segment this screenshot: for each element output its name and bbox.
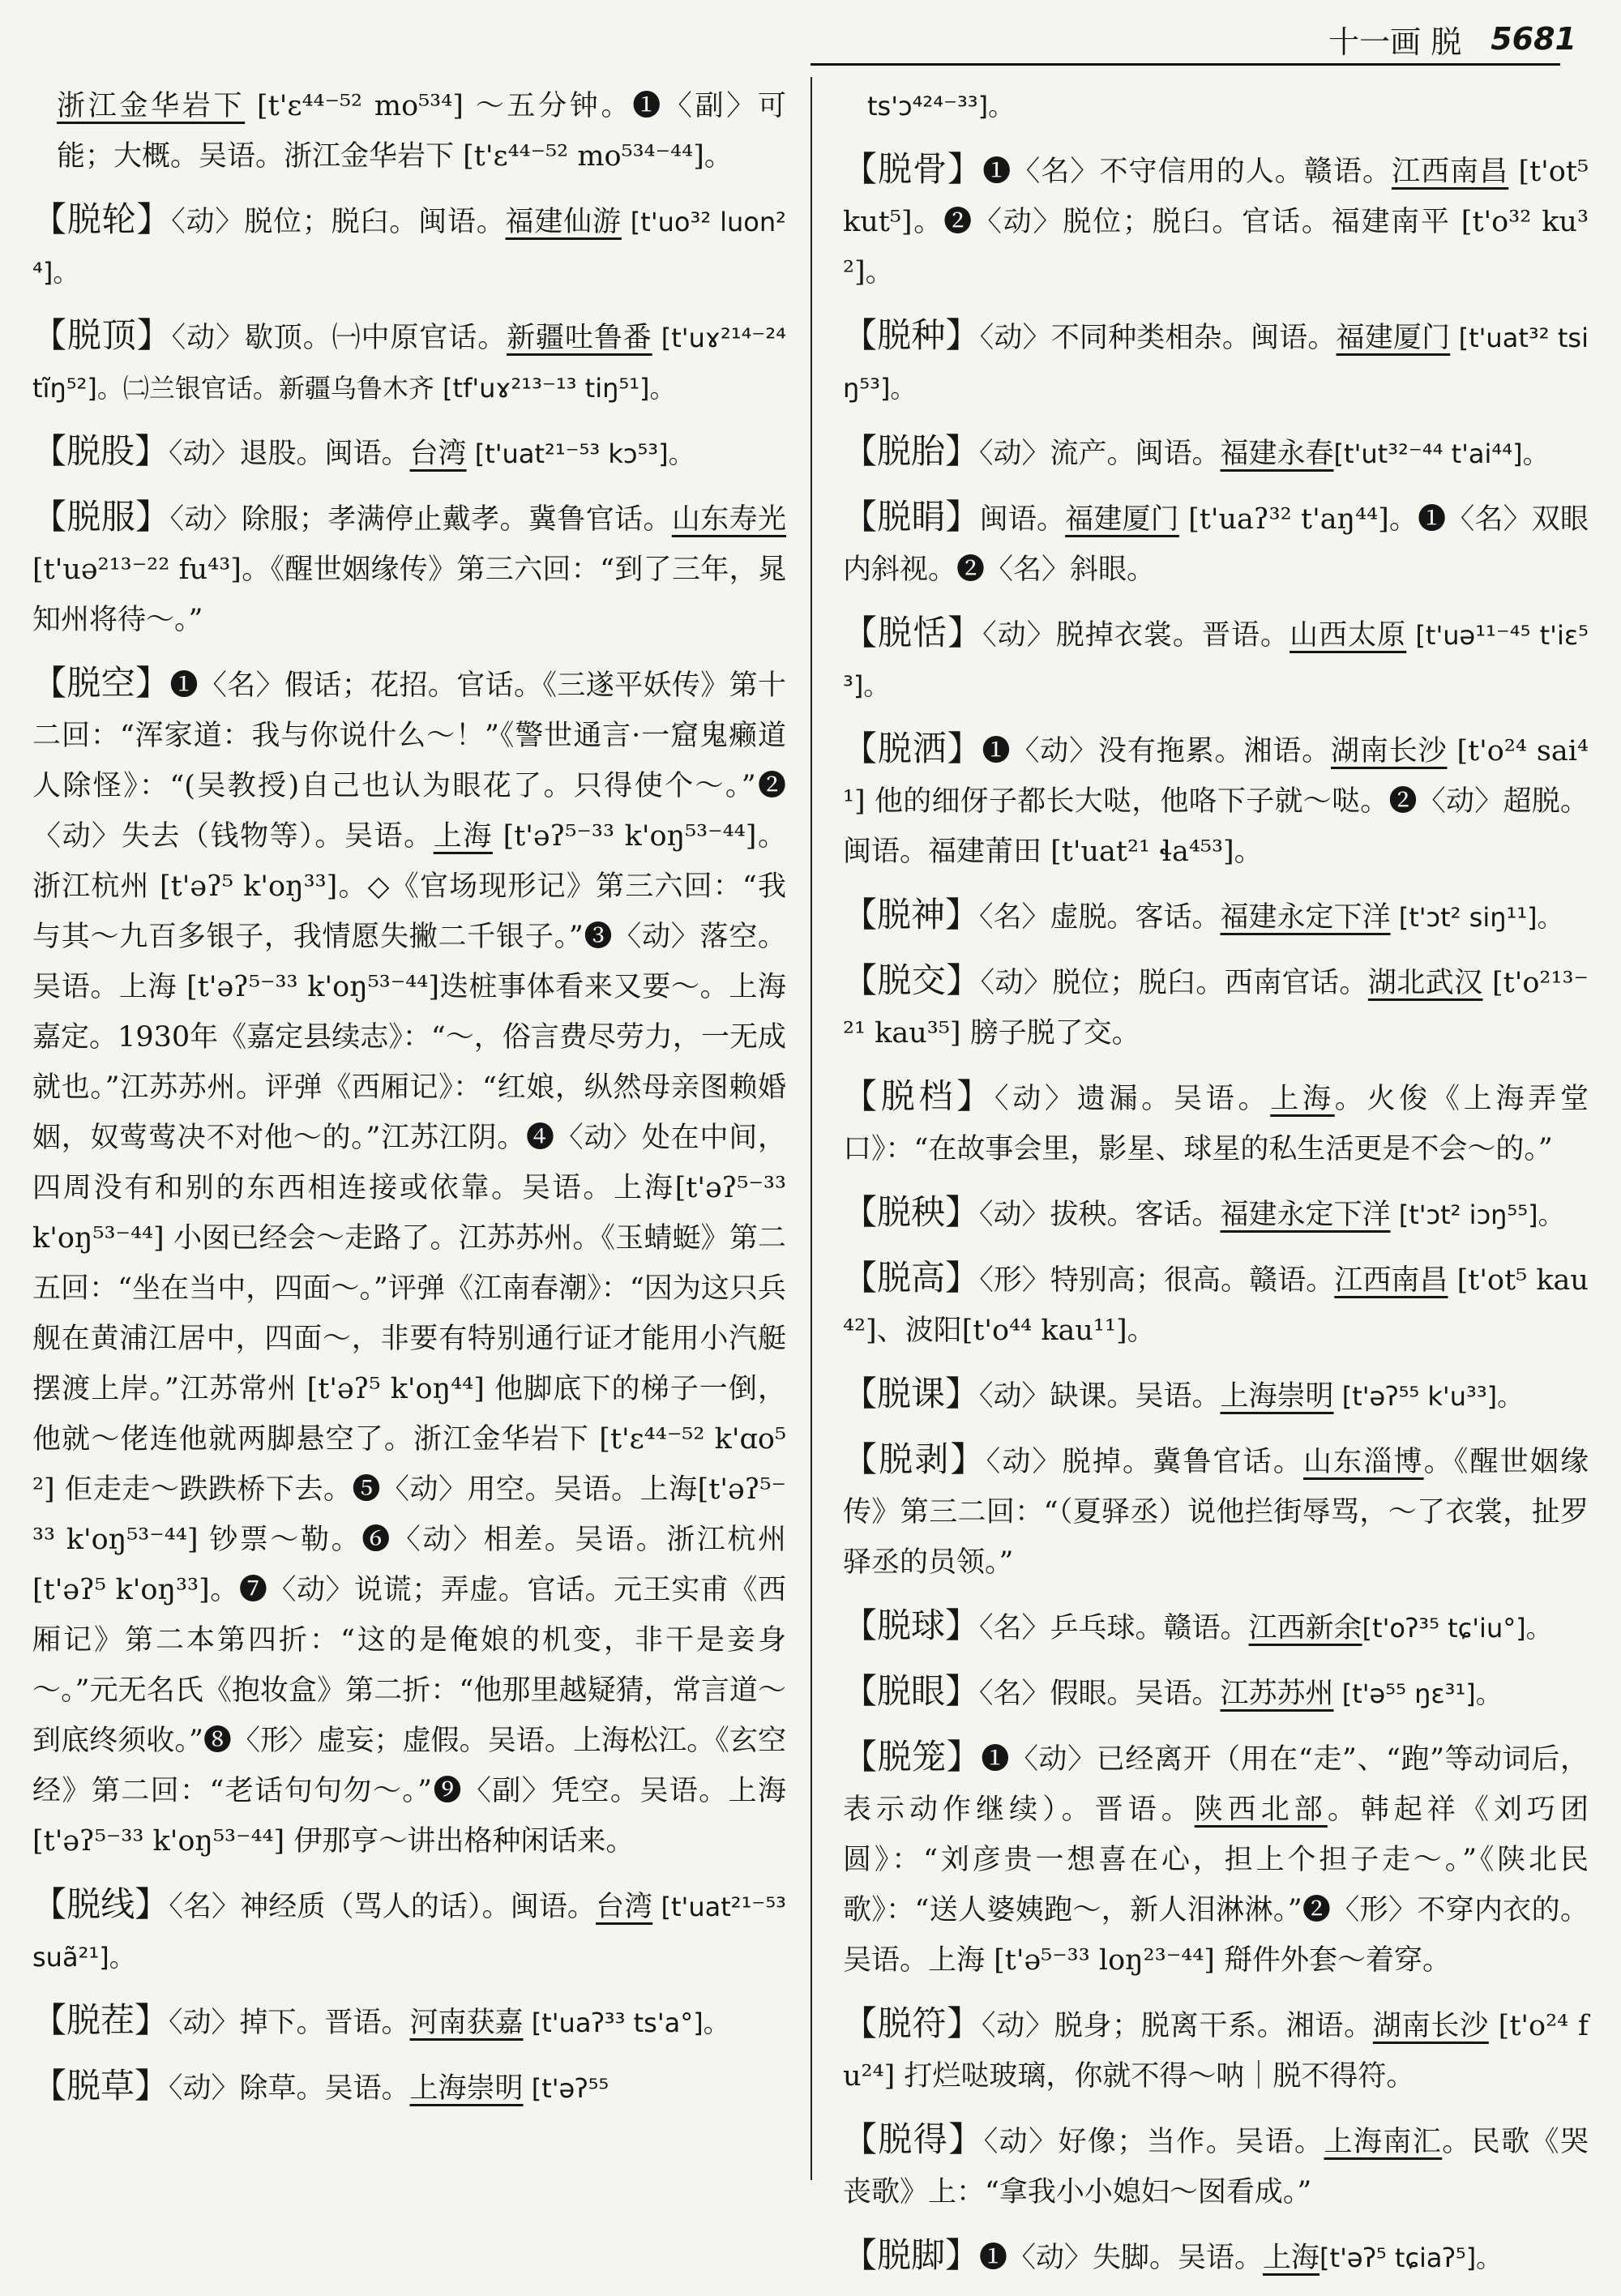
dictionary-entry <box>32 1995 786 2048</box>
headword: 【脱神】 <box>843 895 980 934</box>
entry-text: 〈名〉虚脱。客话。 <box>979 901 1221 934</box>
headword: 【脱股】 <box>32 431 169 471</box>
dictionary-entry <box>843 1253 1589 1356</box>
pronunciation: [t'uɤ²¹⁴⁻²⁴ tĩŋ⁵²]。㈡兰银官话。新疆乌鲁木齐 [tf'uɤ²¹³⁻¹³ tiŋ⁵¹]。 <box>32 323 786 404</box>
entry-text: [t'ɛ⁴⁴⁻⁵² mo⁵³⁴] ～五分钟。❶〈副〉可能；大概。吴语。浙江金华岩下 [t'ɛ⁴⁴⁻⁵² mo⁵³⁴⁻⁴⁴]。 <box>57 90 786 173</box>
place-name: 上海崇明 <box>1220 1380 1334 1413</box>
headword: 【脱高】 <box>843 1258 980 1298</box>
headword: 【脱洒】 <box>843 729 982 768</box>
dictionary-entry <box>843 1999 1589 2101</box>
entry-text: 〈名〉神经质（骂人的话）。闽语。 <box>169 1891 597 1923</box>
place-name: 福建仙游 <box>505 206 622 238</box>
entry-text: 闽语。 <box>979 503 1066 536</box>
pronunciation: [t'oʔ³⁵ tɕ'iu°]。 <box>1362 1613 1552 1644</box>
place-name: 上海崇明 <box>409 2072 524 2105</box>
place-name: 陕西北部 <box>1194 1794 1328 1826</box>
headword: 【脱档】 <box>843 1076 994 1116</box>
dictionary-entry <box>843 608 1589 711</box>
pronunciation: [t'əʔ⁵⁵ k'u³³]。 <box>1333 1381 1524 1412</box>
entry-text: 〈动〉脱位；脱臼。闽语。 <box>171 206 506 238</box>
place-name: 新疆吐鲁番 <box>507 322 652 354</box>
dictionary-entry <box>843 724 1589 877</box>
entry-text: 〈动〉脱位；脱臼。西南官话。 <box>980 967 1368 999</box>
headword: 【脱骨】 <box>843 149 983 189</box>
dictionary-entry <box>32 492 786 645</box>
place-name: 山东淄博 <box>1302 1446 1424 1478</box>
dictionary-entry <box>843 956 1589 1058</box>
place-name: 江西南昌 <box>1392 156 1509 188</box>
place-name: 山西太原 <box>1290 619 1407 652</box>
page-header <box>1264 16 1576 62</box>
place-name: 江西新余 <box>1248 1612 1362 1644</box>
entry-text: 〈动〉流产。闽语。 <box>979 438 1221 470</box>
entry-text: 〈动〉除草。吴语。 <box>169 2072 410 2105</box>
entry-tail: [t'uaʔ³² t'aŋ⁴⁴]。❶〈名〉双眼内斜视。❷〈名〉斜眼。 <box>843 503 1589 586</box>
entry-text: 〈动〉脱掉衣裳。晋语。 <box>982 619 1290 652</box>
place-name: 福建厦门 <box>1336 322 1451 354</box>
dictionary-entry <box>32 2061 786 2114</box>
pronunciation: [t'əʔ⁵⁵ <box>523 2073 609 2104</box>
pronunciation: [t'uat²¹⁻⁵³ kɔ⁵³]。 <box>466 438 695 469</box>
entry-tail: [t'ot⁵ kau⁴²]、波阳[t'o⁴⁴ kau¹¹]。 <box>843 1264 1589 1347</box>
place-name: 上海 <box>1263 2242 1320 2274</box>
dictionary-entry <box>843 890 1589 943</box>
dictionary-entry <box>843 1666 1589 1719</box>
place-name: 湖南长沙 <box>1372 2010 1489 2042</box>
dictionary-entry <box>843 1434 1589 1588</box>
dictionary-entry <box>32 426 786 479</box>
headword: 【脱笼】 <box>843 1737 982 1777</box>
entry-text: 〈动〉退股。闽语。 <box>169 438 410 470</box>
entry-tail: 。《醒世姻缘传》第三二回：“（夏驿丞）说他拦街辱骂，～了衣裳，扯罗驿丞的员领。” <box>843 1446 1589 1579</box>
pronunciation: [t'ut³²⁻⁴⁴ t'ai⁴⁴]。 <box>1333 438 1549 469</box>
headword: 【脱睊】 <box>843 497 980 537</box>
headword: 【脱轮】 <box>32 199 172 239</box>
place-name: 江苏苏州 <box>1220 1678 1334 1710</box>
headword: 【脱球】 <box>843 1605 980 1645</box>
entry-tail: [t'o²⁴ sai⁴¹] 他的细伢子都长大哒，他咯下子就～哒。❷〈动〉超脱。闽语。福建莆田 [t'uat²¹ ɬa⁴⁵³]。 <box>843 735 1589 868</box>
headword: 【脱脚】 <box>843 2235 980 2275</box>
column-divider <box>810 77 812 2180</box>
dictionary-entry <box>32 1879 786 1982</box>
headword: 【脱剥】 <box>843 1439 986 1479</box>
place-name: 江西南昌 <box>1334 1264 1448 1297</box>
headword: 【脱胎】 <box>843 431 980 471</box>
place-name: 湖北武汉 <box>1367 967 1483 999</box>
place-name: 河南获嘉 <box>409 2007 524 2039</box>
headword: 【脱交】 <box>843 960 981 1000</box>
headword: 【脱草】 <box>32 2066 169 2106</box>
entry-text: ❶〈动〉没有拖累。湘语。 <box>982 735 1331 767</box>
entry-text: ❶〈动〉失脚。吴语。 <box>979 2242 1264 2274</box>
entry-text: 〈形〉特别高；很高。赣语。 <box>979 1264 1335 1297</box>
entry-tail: 。韩起祥《刘巧团圆》：“刘彦贵一想喜在心，担上个担子走～。”《陕北民歌》：“送人婆姨跑～，新人泪淋淋。”❷〈形〉不穿内衣的。吴语。上海 [t'ə⁵⁻³³ loŋ²³⁻⁴⁴] 搿件外套～着穿。 <box>843 1794 1589 1977</box>
place-name: 台湾 <box>596 1891 653 1923</box>
headword: 【脱顶】 <box>32 315 172 355</box>
place-name: 上海 <box>433 820 493 853</box>
entry-text: 〈名〉假眼。吴语。 <box>979 1678 1221 1710</box>
entry-text: 〈动〉脱掉。冀鲁官话。 <box>986 1446 1303 1478</box>
place-name: 福建永春 <box>1220 438 1334 470</box>
dictionary-entry <box>32 195 786 297</box>
entry-tail: 。民歌《哭丧歌》上：“拿我小小媳妇～囡看成。” <box>843 2126 1589 2208</box>
dictionary-entry <box>843 2230 1589 2283</box>
dictionary-entry <box>843 1732 1589 1986</box>
dictionary-entry <box>32 310 786 413</box>
headword: 【脱课】 <box>843 1374 980 1413</box>
dictionary-entry <box>843 492 1589 595</box>
entry-text: 〈动〉遗漏。吴语。 <box>994 1083 1271 1115</box>
dictionary-entry <box>843 144 1589 297</box>
dictionary-entry <box>843 1369 1589 1422</box>
entry-text: 〈动〉好像；当作。吴语。 <box>983 2126 1324 2158</box>
place-name: 湖南长沙 <box>1330 735 1448 767</box>
left-column <box>32 81 786 2127</box>
dictionary-entry <box>57 81 786 182</box>
headword: 【脱线】 <box>32 1884 169 1924</box>
headword: 【脱服】 <box>32 497 170 537</box>
pronunciation: [t'uə¹¹⁻⁴⁵ t'iɛ⁵³]。 <box>843 620 1589 701</box>
entry-text: ❶〈名〉不守信用的人。赣语。 <box>982 156 1392 188</box>
entry-tail: [t'o²¹³⁻²¹ kau³⁵] 膀子脱了交。 <box>843 967 1589 1050</box>
header-rule <box>810 63 1560 66</box>
place-name: 上海 <box>1270 1083 1335 1115</box>
entry-text: 〈动〉缺课。吴语。 <box>979 1380 1221 1413</box>
pronunciation: [t'uaʔ³³ ts'a°]。 <box>523 2007 729 2038</box>
place-name: 台湾 <box>409 438 467 470</box>
entry-tail: [t'o²⁴ fu²⁴] 打烂哒玻璃，你就不得～呐｜脱不得符。 <box>843 2010 1589 2093</box>
right-column <box>843 81 1589 2296</box>
dictionary-entry <box>843 310 1589 413</box>
page-number: 5681 <box>1491 21 1576 57</box>
headword: 【脱符】 <box>843 2003 982 2043</box>
pronunciation: ts'ɔ⁴²⁴⁻³³]。 <box>867 91 1015 122</box>
pronunciation: [t'ɔt² siŋ¹¹]。 <box>1390 902 1563 933</box>
place-name: 福建永定下洋 <box>1220 1199 1391 1231</box>
pronunciation: [t'ə⁵⁵ ŋɛ³¹]。 <box>1333 1678 1502 1709</box>
entry-tail: 。火俊《上海弄堂口》：“在故事会里，影星、球星的私生活更是不会～的。” <box>843 1083 1589 1165</box>
entry-tail: [t'ot⁵ kut⁵]。❷〈动〉脱位；脱臼。官话。福建南平 [t'o³² ku³²]。 <box>843 156 1589 289</box>
entry-text: 〈动〉不同种类相杂。闽语。 <box>979 322 1337 354</box>
section-title: 十一画 脱 <box>1328 24 1462 60</box>
pronunciation: [t'uat²¹⁻⁵³ suã²¹]。 <box>32 1892 786 1973</box>
entry-text: 〈动〉掉下。晋语。 <box>169 2007 410 2039</box>
headword: 【脱眼】 <box>843 1671 980 1711</box>
dictionary-entry <box>843 426 1589 479</box>
headword: 【脱种】 <box>843 315 980 355</box>
entry-text: 〈动〉拔秧。客话。 <box>979 1199 1221 1231</box>
pronunciation: [t'uo³² luon²⁴]。 <box>32 207 786 288</box>
pronunciation: [t'uat³² tsiŋ⁵³]。 <box>843 323 1589 404</box>
place-name: 浙江金华岩下 <box>57 90 246 122</box>
dictionary-entry <box>867 81 1589 131</box>
dictionary-entry <box>843 2114 1589 2217</box>
place-name: 山东寿光 <box>671 503 786 536</box>
entry-tail: [t'uə²¹³⁻²² fu⁴³]。《醒世姻缘传》第三六回：“到了三年，晁知州将待～。” <box>32 554 786 636</box>
entry-text: ❶〈名〉假话；花招。官话。《三遂平妖传》第十二回：“浑家道：我与你说什么～！”《警世通言·一窟鬼癞道人除怪》：“(吴教授)自己也认为眼花了。只得使个～。”❷〈动〉失去（钱物等）。吴语。 <box>32 669 786 853</box>
headword: 【脱茬】 <box>32 2000 169 2040</box>
entry-text: 〈动〉脱身；脱离干系。湘语。 <box>981 2010 1373 2042</box>
place-name: 上海南汇 <box>1324 2126 1443 2158</box>
entry-text: 〈动〉除服；孝满停止戴孝。冀鲁官话。 <box>169 503 672 536</box>
entry-text: 〈名〉乒乓球。赣语。 <box>979 1612 1249 1644</box>
pronunciation: [t'əʔ⁵ tɕiaʔ⁵]。 <box>1319 2243 1503 2273</box>
entry-tail: [t'əʔ⁵⁻³³ k'oŋ⁵³⁻⁴⁴]。浙江杭州 [t'əʔ⁵ k'oŋ³³]。◇《官场现形记》第三六回：“我与其～九百多银子，我情愿失撇二千银子。”❸〈动〉落空。吴语。上海 [t'əʔ⁵⁻³³ k'oŋ⁵³⁻⁴⁴]迭桩事体看来又要～。上海嘉定。1930年《嘉定县续志》：“～，俗言费尽劳力，一无成就也。”江苏苏州。评弹《西厢记》：“红娘，纵然母亲图赖婚姻，奴莺莺决不对他～的。”江苏江阴。❹〈动〉处在中间，四周没有和别的东西相连接或依靠。吴语。上海[t'əʔ⁵⁻³³ k'oŋ⁵³⁻⁴⁴] 小囡已经会～走路了。江苏苏州。《玉蜻蜓》第二五回：“坐在当中，四面～。”评弹《江南春潮》：“因为这只兵舰在黄浦江居中，四面～，非要有特别通行证才能用小汽艇摆渡上岸。”江苏常州 [t'əʔ⁵ k'oŋ⁴⁴] 他脚底下的梯子一倒，他就～佬连他就两脚悬空了。浙江金华岩下 [t'ɛ⁴⁴⁻⁵² k'ɑo⁵²] 佢走走～跌跌桥下去。❺〈动〉用空。吴语。上海[t'əʔ⁵⁻³³ k'oŋ⁵³⁻⁴⁴] 钞票～勒。❻〈动〉相差。吴语。浙江杭州 [t'əʔ⁵ k'oŋ³³]。❼〈动〉说谎；弄虚。官话。元王实甫《西厢记》第二本第四折：“这的是俺娘的机变，非干是妾身～。”元无名氏《抱妆盒》第二折：“他那里越疑猜，常言道～到底终须收。”❽〈形〉虚妄；虚假。吴语。上海松江。《玄空经》第二回：“老话句句勿～。”❾〈副〉凭空。吴语。上海 [t'əʔ⁵⁻³³ k'oŋ⁵³⁻⁴⁴] 伊那亨～讲出格种闲话来。 <box>32 820 786 1858</box>
pronunciation: [t'ɔt² iɔŋ⁵⁵]。 <box>1390 1199 1564 1230</box>
headword: 【脱得】 <box>843 2119 984 2159</box>
headword: 【脱空】 <box>32 663 170 703</box>
dictionary-entry <box>843 1071 1589 1174</box>
dictionary-entry <box>32 658 786 1866</box>
dictionary-entry <box>843 1187 1589 1240</box>
headword: 【脱秧】 <box>843 1192 980 1232</box>
entry-text: 〈动〉歇顶。㈠中原官话。 <box>171 322 507 354</box>
dictionary-entry <box>843 1601 1589 1653</box>
place-name: 福建永定下洋 <box>1220 901 1391 934</box>
place-name: 福建厦门 <box>1065 503 1179 536</box>
entry-text: ❶〈动〉已经离开（用在“走”、“跑”等动词后，表示动作继续）。晋语。 <box>843 1743 1589 1826</box>
headword: 【脱恬】 <box>843 613 983 652</box>
